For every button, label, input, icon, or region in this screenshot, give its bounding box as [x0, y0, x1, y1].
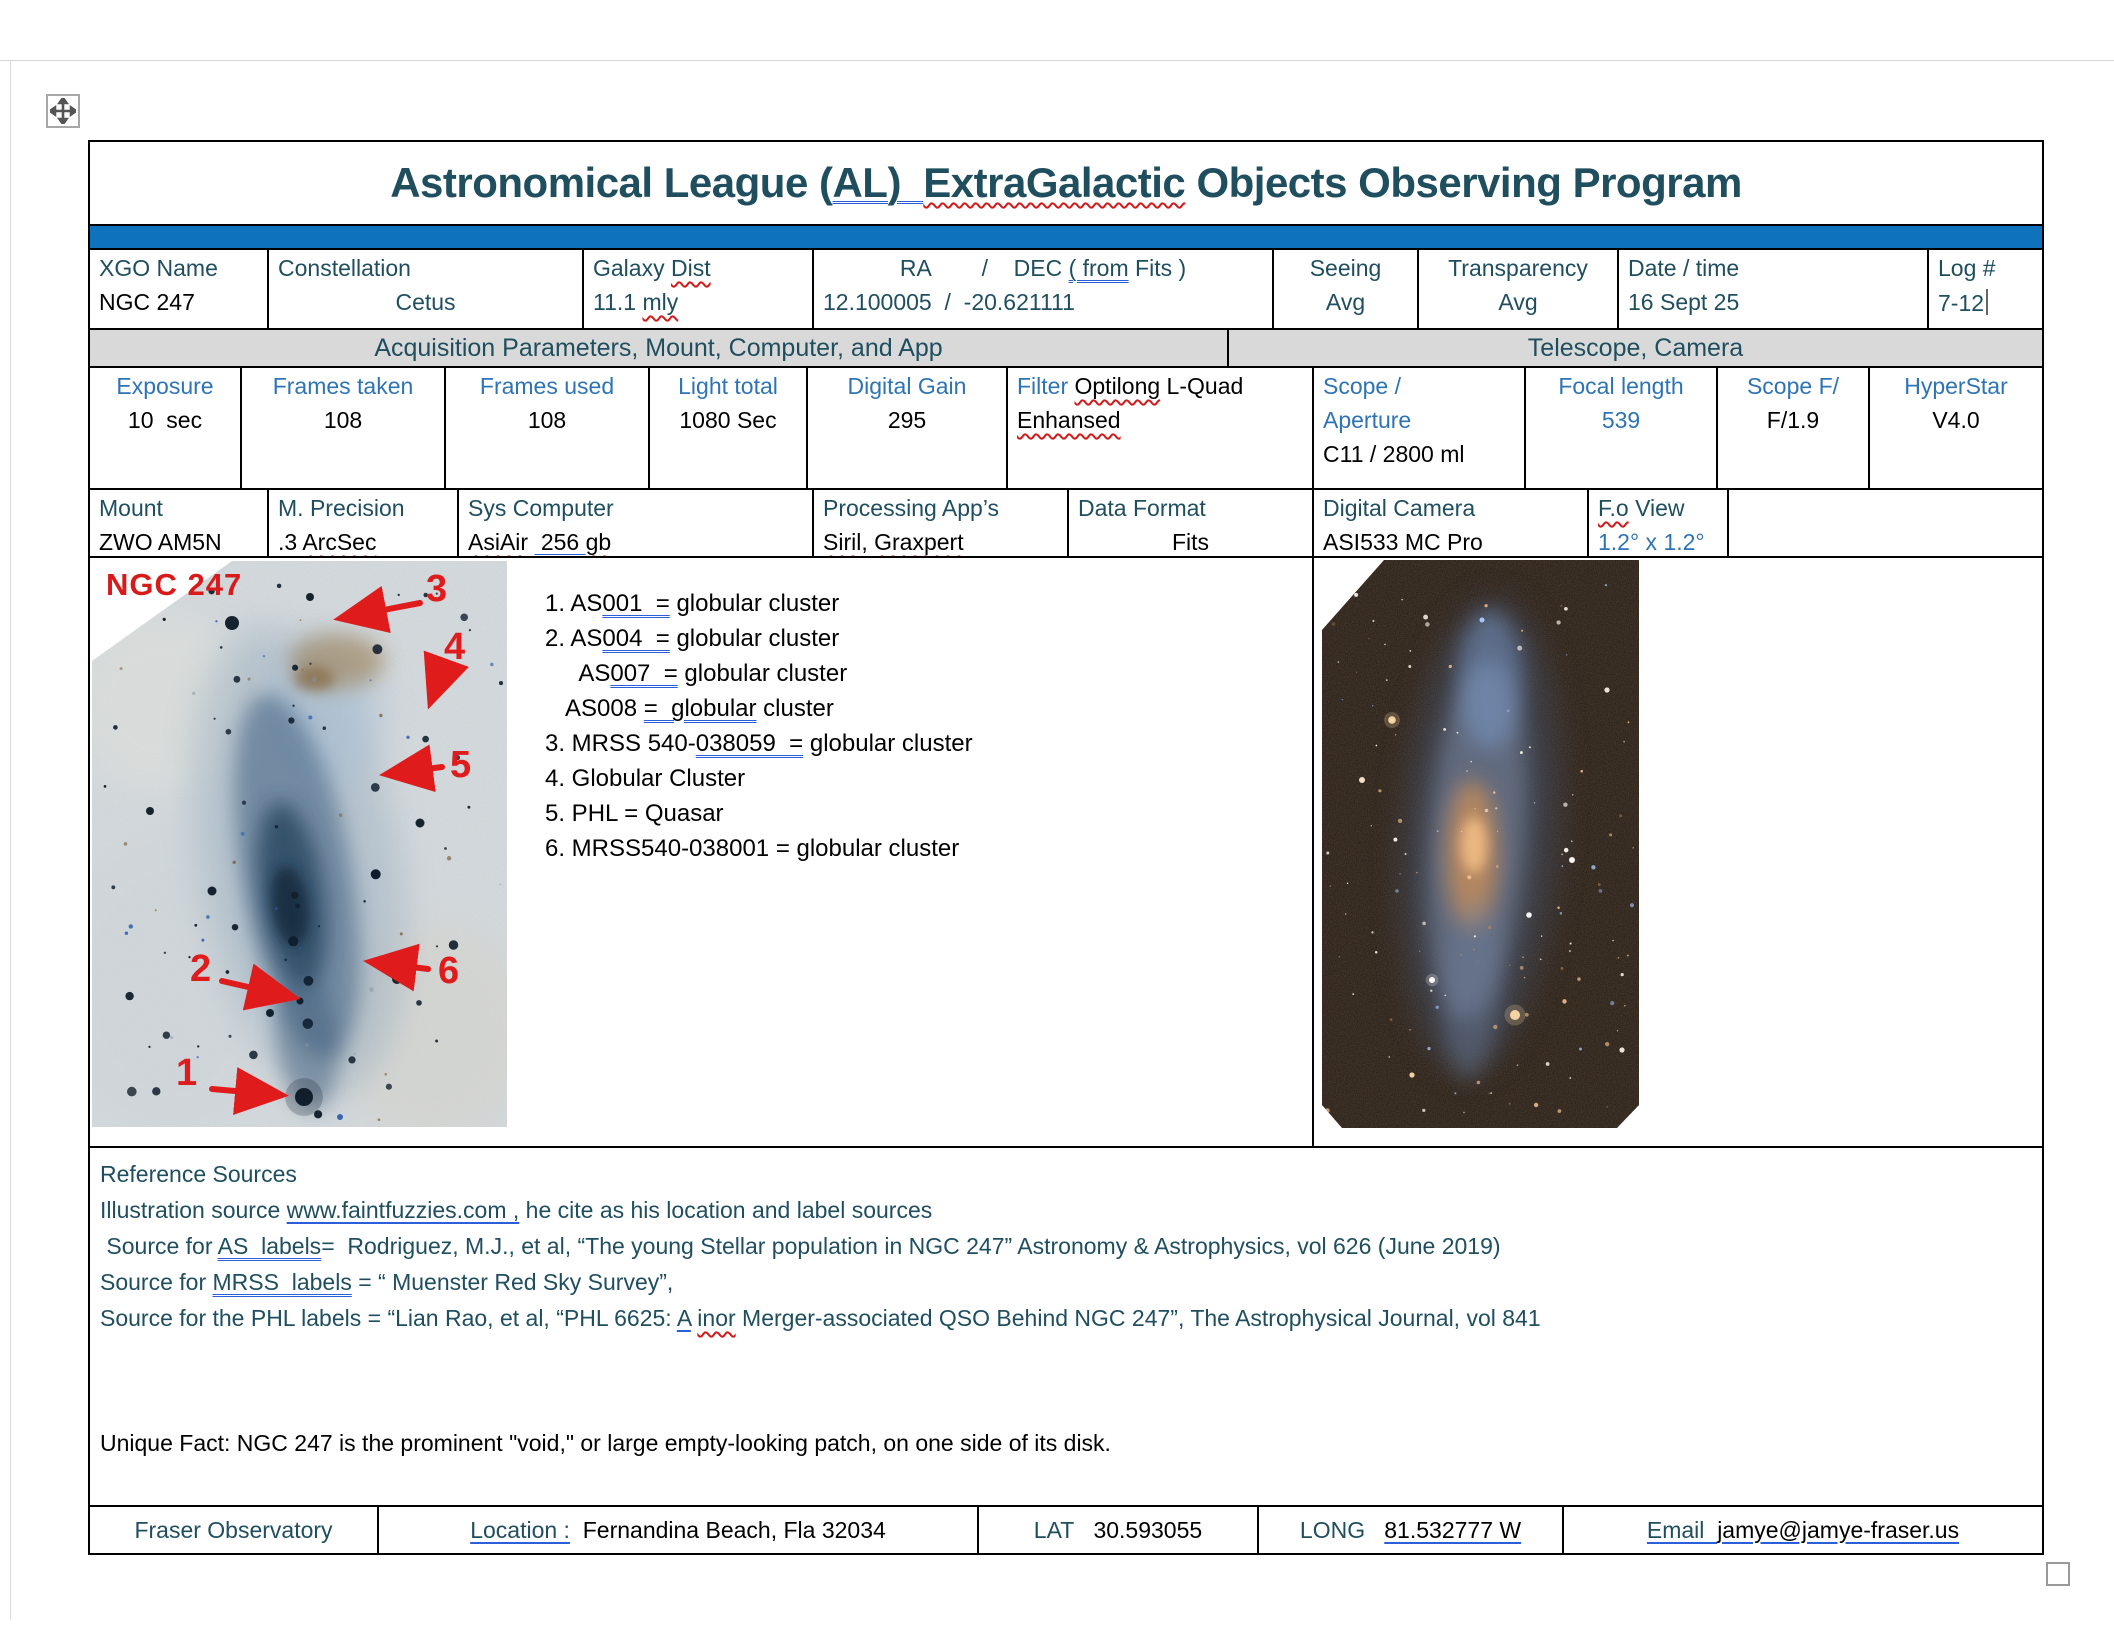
ra-dec-value: 12.100005 / -20.621111 [823, 289, 1075, 315]
sys-computer-label: Sys Computer [468, 495, 614, 521]
frames-used-label: Frames used [479, 373, 615, 399]
blue-divider-bar [90, 224, 2042, 248]
mount-value: ZWO AM5N [99, 529, 222, 555]
fov-label: F.o View [1598, 495, 1685, 521]
cell-color-image [1312, 558, 2042, 1146]
scope-f-label: Scope F/ [1746, 373, 1840, 399]
date-time-value: 16 Sept 25 [1628, 289, 1740, 315]
list-item: 5. PHL = Quasar [545, 800, 724, 827]
scope-f-value: F/1.9 [1766, 407, 1820, 433]
cell-fov [1587, 490, 1727, 556]
digital-camera-label: Digital Camera [1323, 495, 1476, 521]
email-field[interactable]: Email jamye@jamye-fraser.us [1562, 1507, 2042, 1553]
frames-taken-value: 108 [323, 407, 363, 433]
exposure-value: 10 sec [127, 407, 203, 433]
cell-xgo-name [90, 250, 267, 328]
inverted-galaxy-image [92, 561, 507, 1127]
data-format-label: Data Format [1078, 495, 1206, 521]
cell-digital-gain [806, 368, 1006, 488]
observatory-name: Fraser Observatory [134, 1516, 333, 1543]
cell-frames-used [444, 368, 648, 488]
reference-line-as-labels: Source for AS labels= Rodriguez, M.J., et al, “The young Stellar population in NGC 247” Astronomy & Astrophysics, vol 626 (June 2019) [100, 1233, 1501, 1259]
latitude-field: LAT 30.593055 [977, 1507, 1257, 1553]
transparency-label: Transparency [1448, 255, 1588, 281]
light-total-label: Light total [678, 373, 778, 399]
mount-label: Mount [99, 495, 163, 521]
filter-line1: Filter Optilong L-Quad [1017, 373, 1244, 399]
form-title: Astronomical League (AL) ExtraGalactic Objects Observing Program [390, 159, 1742, 206]
list-item: 1. AS001 = globular cluster [545, 590, 840, 617]
annotation-number-1: 1 [176, 1052, 198, 1094]
xgo-name-value: NGC 247 [99, 289, 195, 315]
processing-apps-value: Siril, Graxpert [823, 529, 964, 555]
list-item: 3. MRSS 540-038059 = globular cluster [545, 730, 973, 757]
move-arrows-icon [50, 98, 76, 124]
reference-line-phl-labels: Source for the PHL labels = “Lian Rao, et al, “PHL 6625: A inor Merger-associated QSO Behind NGC 247”, The Astrophysical Journal, vol 841 [100, 1305, 1541, 1331]
cell-log-number [1927, 250, 2042, 328]
cell-focal-length [1524, 368, 1716, 488]
page-boundary-top [0, 60, 2114, 61]
processing-apps-label: Processing App’s [823, 495, 1000, 521]
ngc-247-image-label: NGC 247 [106, 567, 243, 602]
sys-computer-value: AsiAir 256 gb [468, 529, 612, 555]
band-acquisition: Acquisition Parameters, Mount, Computer, and App [90, 330, 1227, 366]
constellation-value: Cetus [395, 289, 456, 315]
frames-used-value: 108 [527, 407, 567, 433]
list-item: 2. AS004 = globular cluster [545, 625, 840, 652]
page-boundary-left [10, 60, 11, 1620]
digital-camera-value: ASI533 MC Pro [1323, 529, 1483, 555]
seeing-label: Seeing [1309, 255, 1382, 281]
data-format-value: Fits [1171, 529, 1210, 555]
band-telescope-camera: Telescope, Camera [1227, 330, 2042, 366]
date-time-label: Date / time [1628, 255, 1740, 281]
reference-line-illustration[interactable]: Illustration source www.faintfuzzies.com , he cite as his location and label sources [100, 1197, 933, 1223]
table-resize-handle[interactable] [2046, 1562, 2070, 1586]
color-galaxy-image [1322, 560, 1639, 1128]
unique-fact-text: Unique Fact: NGC 247 is the prominent "void," or large empty-looking patch, on one side of its disk. [100, 1430, 1111, 1456]
color-galaxy-graphic [1322, 560, 1639, 1128]
cell-light-total [648, 368, 806, 488]
annotation-number-5: 5 [450, 744, 472, 786]
cell-mount-precision [267, 490, 457, 556]
log-number-label: Log # [1938, 255, 1996, 281]
list-item: 6. MRSS540-038001 = globular cluster [545, 835, 960, 862]
digital-gain-value: 295 [887, 407, 927, 433]
ra-dec-label: RA / DEC ( from Fits ) [899, 255, 1187, 281]
hyperstar-value: V4.0 [1932, 407, 1980, 433]
cell-transparency [1417, 250, 1617, 328]
reference-section [90, 1146, 2042, 1505]
cell-filter [1006, 368, 1312, 488]
filter-line2: Enhansed [1017, 407, 1121, 433]
hyperstar-label: HyperStar [1904, 373, 2008, 399]
log-number-value[interactable]: 7-12 [1938, 289, 2033, 317]
xgo-name-label: XGO Name [99, 255, 218, 281]
longitude-field: LONG 81.532777 W [1257, 1507, 1562, 1553]
scope-label-line1: Scope / [1323, 373, 1401, 399]
cell-processing-apps [812, 490, 1067, 556]
exposure-label: Exposure [116, 373, 214, 399]
cell-sys-computer [457, 490, 812, 556]
cell-data-format [1067, 490, 1312, 556]
scope-label-line2: Aperture [1323, 407, 1412, 433]
cell-exposure [90, 368, 240, 488]
cell-date-time [1617, 250, 1927, 328]
annotation-number-4: 4 [444, 626, 466, 668]
text-cursor [1986, 289, 1988, 315]
cell-scope-f [1716, 368, 1868, 488]
frames-taken-label: Frames taken [272, 373, 414, 399]
transparency-value: Avg [1498, 289, 1538, 315]
list-item: 4. Globular Cluster [545, 765, 746, 792]
scope-value: C11 / 2800 ml [1323, 441, 1465, 467]
cell-annotated-image-and-list [90, 558, 1312, 1146]
annotation-number-3: 3 [426, 568, 448, 610]
cell-scope-aperture [1312, 368, 1524, 488]
cell-frames-taken [240, 368, 444, 488]
list-item: AS008 = globular cluster [545, 695, 834, 722]
cell-seeing [1272, 250, 1417, 328]
table-move-handle[interactable] [46, 94, 80, 128]
mount-precision-label: M. Precision [278, 495, 405, 521]
inverted-galaxy-graphic [92, 561, 507, 1127]
cell-galaxy-dist [582, 250, 812, 328]
location-field: Location : Fernandina Beach, Fla 32034 [377, 1507, 977, 1553]
cell-hyperstar [1868, 368, 2042, 488]
cell-ra-dec [812, 250, 1272, 328]
focal-length-value: 539 [1601, 407, 1641, 433]
reference-line-mrss-labels: Source for MRSS labels = “ Muenster Red Sky Survey”, [100, 1269, 674, 1295]
cell-digital-camera [1312, 490, 1587, 556]
reference-heading: Reference Sources [100, 1161, 297, 1187]
observing-form-table [88, 140, 2044, 1555]
light-total-value: 1080 Sec [679, 407, 777, 433]
annotation-number-2: 2 [190, 948, 212, 990]
cell-mount [90, 490, 267, 556]
fov-value: 1.2° x 1.2° [1598, 529, 1705, 555]
focal-length-label: Focal length [1558, 373, 1684, 399]
annotation-number-6: 6 [438, 950, 460, 992]
mount-precision-value: .3 ArcSec [278, 529, 377, 555]
cell-empty [1727, 490, 2042, 556]
galaxy-dist-label: Galaxy Dist [593, 255, 711, 281]
list-item: AS007 = globular cluster [545, 660, 848, 687]
seeing-value: Avg [1325, 289, 1366, 315]
constellation-label: Constellation [278, 255, 411, 281]
galaxy-dist-value: 11.1 mly [593, 289, 679, 315]
cell-constellation [267, 250, 582, 328]
object-identification-list [545, 586, 1285, 866]
digital-gain-label: Digital Gain [847, 373, 967, 399]
